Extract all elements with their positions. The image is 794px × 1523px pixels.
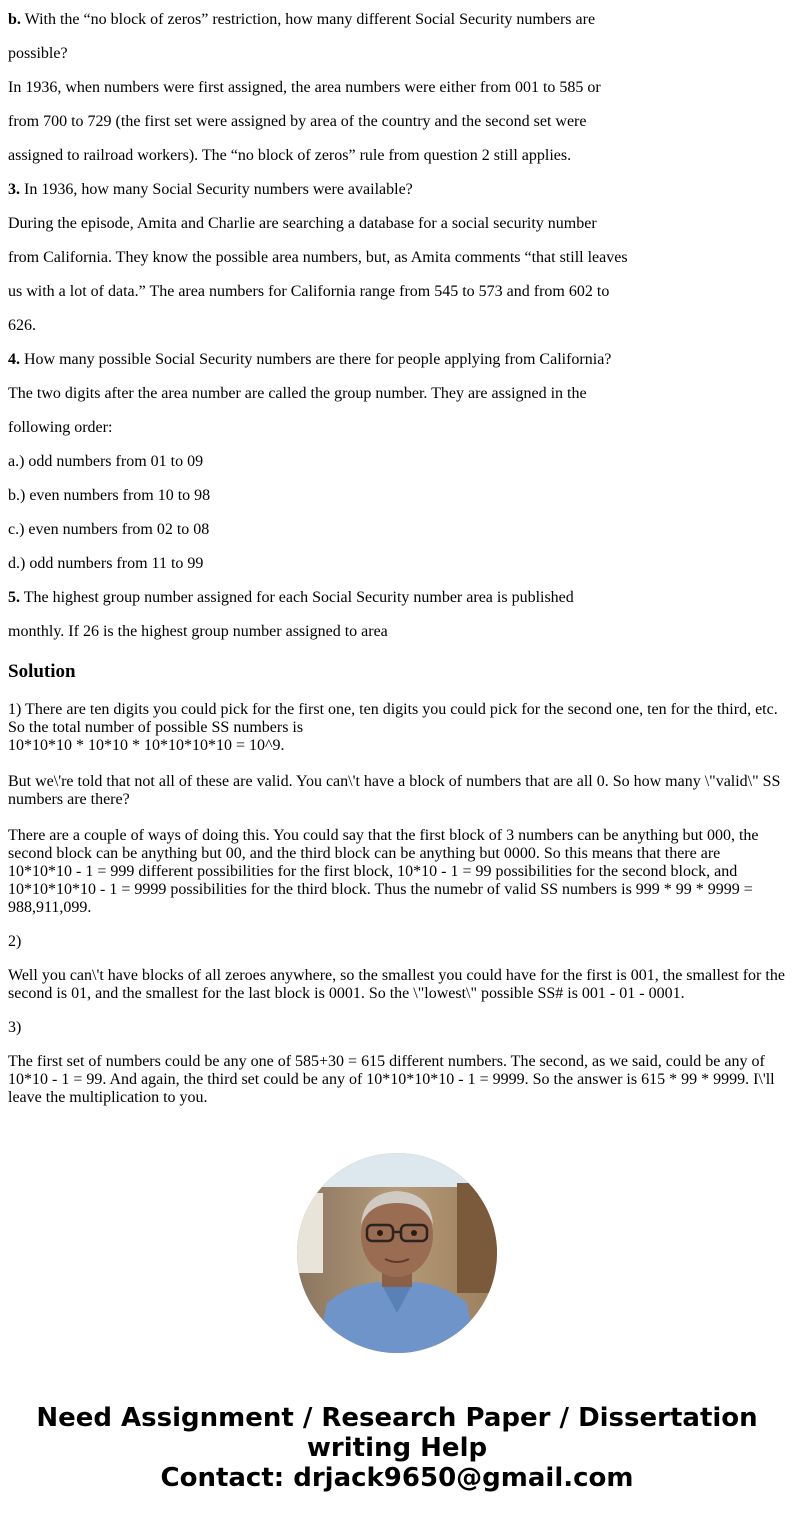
question-line-text: During the episode, Amita and Charlie are searching a database for a social security number: [8, 215, 597, 232]
question-line-text: following order:: [8, 419, 113, 436]
question-line: [8, 623, 388, 641]
question-line-text: c.) even numbers from 02 to 08: [8, 521, 210, 538]
question-line-text: In 1936, when numbers were first assigned, the area numbers were either from 001 to 585 or: [8, 79, 601, 96]
question-number: 3.: [8, 181, 20, 198]
solution-text: 10*10*10 * 10*10 * 10*10*10*10 = 10^9.: [8, 737, 285, 754]
question-line: [8, 521, 209, 539]
question-line: [8, 453, 203, 471]
question-line: [8, 249, 628, 267]
question-line-text: possible?: [8, 45, 68, 62]
solution-paragraph: [8, 933, 788, 951]
footer-line-2: writing Help: [306, 1433, 488, 1463]
question-line: [8, 113, 586, 131]
solution-text: Well you can\'t have blocks of all zeroes anywhere, so the smallest you could have for the first is 001, the smallest for the second is 01, and the smallest for the last block is 0001. So the \"lowest\" possible SS# is 001 - 01 - 0001.: [8, 967, 785, 1002]
solution-paragraph: [8, 701, 788, 755]
question-line-text: b.) even numbers from 10 to 98: [8, 487, 211, 504]
footer-line-1: Need Assignment / Research Paper / Dissertation: [36, 1403, 758, 1433]
solution-text: There are a couple of ways of doing this. You could say that the first block of 3 numbers can be anything but 000, the second block can be anything but 00, and the third block can be anything but 0000. So this means that there are 10*10*10 - 1 = 999 different possibilities for the first block, 10*10 - 1 = 99 possibilities for the second block, and 10*10*10*10 - 1 = 9999 possibilities for the third block. Thus the numebr of valid SS numbers is 999 * 99 * 9999 = 988,911,099.: [8, 827, 759, 916]
question-line: [8, 487, 210, 505]
footer-line-3: Contact: drjack9650@gmail.com: [160, 1463, 634, 1493]
question-line-text: In 1936, how many Social Security numbers were available?: [20, 181, 413, 198]
question-line: [8, 385, 587, 403]
question-line-text: from California. They know the possible area numbers, but, as Amita comments “that still leaves: [8, 249, 628, 266]
question-line: [8, 317, 36, 335]
solution-paragraph: [8, 1053, 788, 1107]
question-line-text: How many possible Social Security numbers are there for people applying from California?: [20, 351, 612, 368]
solution-paragraph: [8, 1019, 788, 1037]
question-line-text: assigned to railroad workers). The “no block of zeros” rule from question 2 still applies.: [8, 147, 572, 164]
solution-paragraph: [8, 827, 788, 917]
question-line-text: The two digits after the area number are called the group number. They are assigned in the: [8, 385, 587, 402]
question-line-text: from 700 to 729 (the first set were assigned by area of the country and the second set were: [8, 113, 587, 130]
solution-paragraph: [8, 773, 788, 809]
question-line-text: monthly. If 26 is the highest group number assigned to area: [8, 623, 388, 640]
question-line: [8, 215, 597, 233]
contact-footer: [0, 1403, 794, 1493]
question-line: [8, 283, 609, 301]
question-number: 5.: [8, 589, 20, 606]
question-line: [8, 589, 574, 607]
solution-paragraph: [8, 967, 788, 1003]
question-line: [8, 181, 413, 199]
question-line: [8, 555, 203, 573]
question-line-text: The highest group number assigned for each Social Security number area is published: [20, 589, 574, 606]
question-line: [8, 351, 611, 369]
question-line: [8, 11, 595, 29]
author-photo: [297, 1153, 497, 1353]
question-line-text: 626.: [8, 317, 36, 334]
solution-text: But we\'re told that not all of these are valid. You can\'t have a block of numbers that are all 0. So how many \"valid\" SS numbers are there?: [8, 773, 781, 808]
solution-text: The first set of numbers could be any one of 585+30 = 615 different numbers. The second, as we said, could be any of 10*10 - 1 = 99. And again, the third set could be any of 10*10*10*10 - 1 = 9999. So the answer is 615 * 99 * 9999. I\'ll leave the multiplication to you.: [8, 1053, 775, 1106]
question-line: [8, 45, 68, 63]
question-line-text: With the “no block of zeros” restriction, how many different Social Security numbers are: [20, 11, 596, 28]
question-line: [8, 419, 112, 437]
question-number: 4.: [8, 351, 20, 368]
solution-text: 3): [8, 1019, 22, 1036]
question-number: b.: [8, 11, 21, 28]
question-line: [8, 147, 571, 165]
solution-text: 2): [8, 933, 22, 950]
question-line-text: us with a lot of data.” The area numbers for California range from 545 to 573 and from 602 to: [8, 283, 610, 300]
question-line: [8, 79, 601, 97]
solution-heading: Solution: [8, 661, 76, 682]
question-line-text: a.) odd numbers from 01 to 09: [8, 453, 204, 470]
question-line-text: d.) odd numbers from 11 to 99: [8, 555, 204, 572]
solution-text: 1) There are ten digits you could pick for the first one, ten digits you could pick for the second one, ten for the third, etc. So the total number of possible SS numbers is: [8, 701, 778, 736]
